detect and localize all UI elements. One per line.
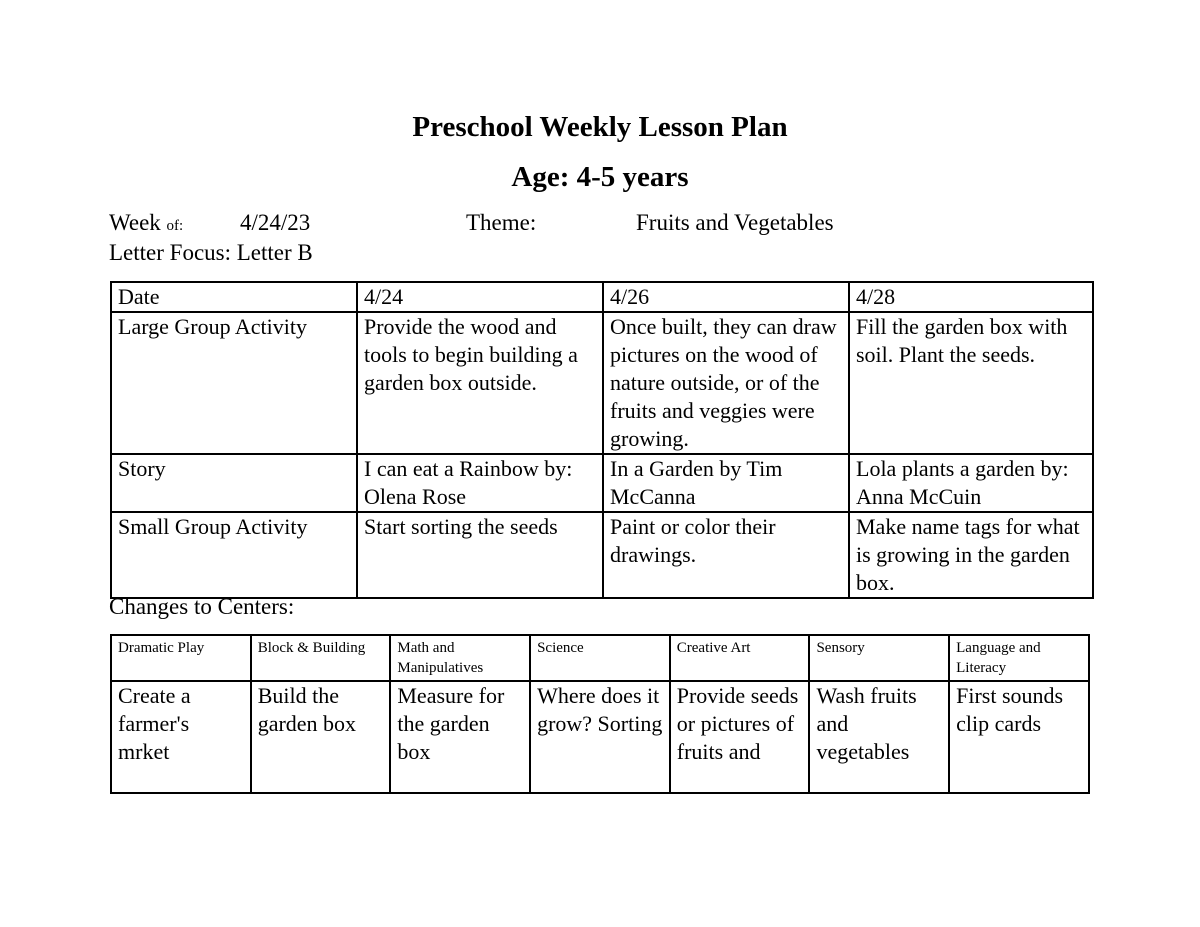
table-cell: In a Garden by Tim McCanna <box>603 454 849 512</box>
table-row <box>111 454 1093 512</box>
week-label <box>109 210 183 236</box>
table-cell: Start sorting the seeds <box>357 512 603 598</box>
centers-table <box>110 634 1090 794</box>
center-value: First sounds clip cards <box>949 681 1089 793</box>
week-label-text: Week <box>109 210 161 235</box>
week-value: 4/24/23 <box>240 210 311 235</box>
center-header: Sensory <box>809 635 949 681</box>
page-subtitle: Age: 4-5 years <box>511 161 689 193</box>
table-cell: Provide the wood and tools to begin building a garden box outside. <box>357 312 603 454</box>
header-cell: Date <box>111 282 357 312</box>
center-value: Where does it grow? Sorting <box>530 681 670 793</box>
center-header: Dramatic Play <box>111 635 251 681</box>
weekly-plan-table <box>110 281 1094 599</box>
table-row <box>111 512 1093 598</box>
changes-to-centers-label: Changes to Centers: <box>109 594 295 619</box>
row-label: Story <box>111 454 357 512</box>
table-cell: Fill the garden box with soil. Plant the seeds. <box>849 312 1093 454</box>
table-cell: I can eat a Rainbow by: Olena Rose <box>357 454 603 512</box>
table-row <box>111 312 1093 454</box>
centers-values-row <box>111 681 1089 793</box>
center-value: Create a farmer's mrket <box>111 681 251 793</box>
center-header: Creative Art <box>670 635 810 681</box>
header-cell: 4/28 <box>849 282 1093 312</box>
page-title: Preschool Weekly Lesson Plan <box>412 111 788 143</box>
row-label: Large Group Activity <box>111 312 357 454</box>
theme-label: Theme: <box>466 210 537 235</box>
center-value: Provide seeds or pictures of fruits and <box>670 681 810 793</box>
center-header: Science <box>530 635 670 681</box>
center-value: Build the garden box <box>251 681 391 793</box>
theme-value: Fruits and Vegetables <box>636 210 834 235</box>
table-cell: Once built, they can draw pictures on the wood of nature outside, or of the fruits and veggies were growing. <box>603 312 849 454</box>
week-of-text: of: <box>166 218 184 234</box>
table-cell: Lola plants a garden by: Anna McCuin <box>849 454 1093 512</box>
table-cell: Make name tags for what is growing in the garden box. <box>849 512 1093 598</box>
letter-focus: Letter Focus: Letter B <box>109 240 313 265</box>
center-value: Measure for the garden box <box>390 681 530 793</box>
center-header: Block & Building <box>251 635 391 681</box>
center-value: Wash fruits and vegetables <box>809 681 949 793</box>
header-cell: 4/24 <box>357 282 603 312</box>
row-label: Small Group Activity <box>111 512 357 598</box>
centers-header-row <box>111 635 1089 681</box>
table-header-row <box>111 282 1093 312</box>
header-cell: 4/26 <box>603 282 849 312</box>
table-cell: Paint or color their drawings. <box>603 512 849 598</box>
center-header: Math and Manipulatives <box>390 635 530 681</box>
center-header: Language and Literacy <box>949 635 1089 681</box>
